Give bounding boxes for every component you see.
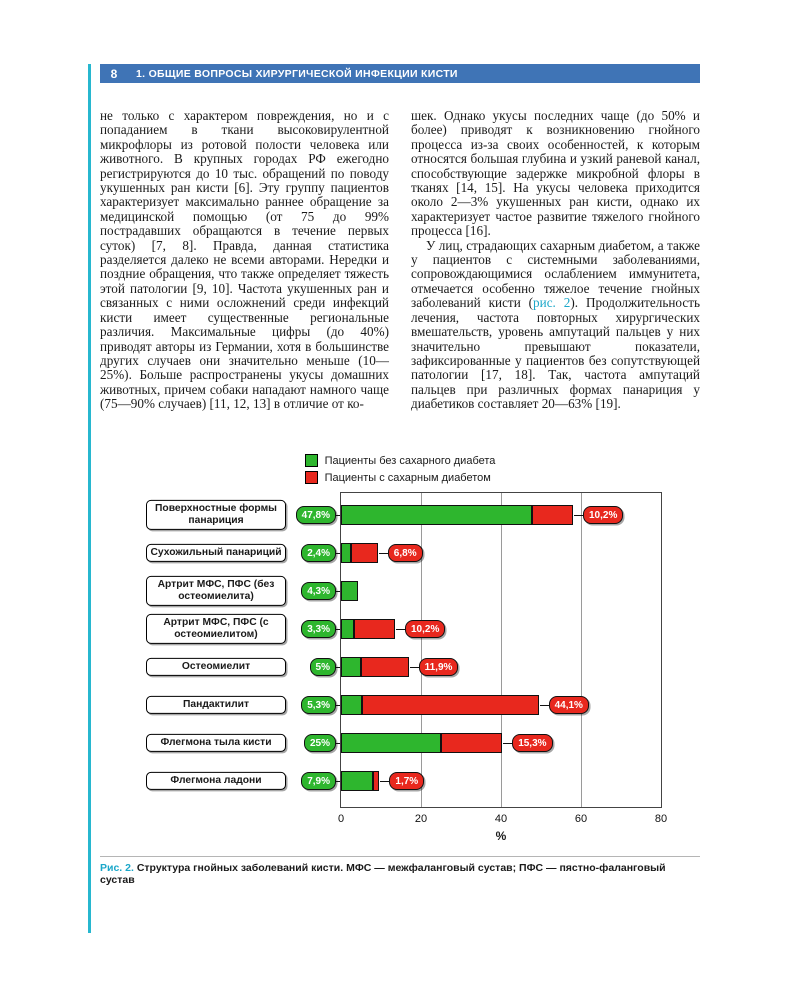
bar-no-diabetes: [341, 733, 441, 753]
value-label-diabetes: 44,1%: [549, 696, 589, 714]
bar-diabetes: [373, 771, 380, 791]
chart-legend-items: [305, 454, 496, 484]
chart-row: [100, 534, 700, 572]
value-label-no-diabetes: 5,3%: [301, 696, 336, 714]
body-paragraph: [411, 239, 700, 412]
value-label-no-diabetes: 2,4%: [301, 544, 336, 562]
chart-row: [100, 762, 700, 800]
page-number: 8: [110, 66, 118, 81]
chart-row: [100, 572, 700, 610]
category-label: Поверхностные формы панариция: [146, 500, 286, 530]
bar-no-diabetes: [341, 543, 351, 563]
bar-diabetes: [532, 505, 573, 525]
chart-rows: [100, 492, 700, 808]
value-label-no-diabetes: 5%: [310, 658, 336, 676]
category-label: Флегмона ладони: [146, 772, 286, 790]
category-label: Артрит МФС, ПФС (без остеомиелита): [146, 576, 286, 606]
value-label-diabetes: 10,2%: [405, 620, 445, 638]
legend-item-no-diabetes: [305, 454, 496, 467]
chart-row: [100, 610, 700, 648]
bar-no-diabetes: [341, 581, 358, 601]
bar-diabetes: [441, 733, 502, 753]
bar-no-diabetes: [341, 771, 373, 791]
body-paragraph: не только с характером повреждения, но и с попаданием в ткани высоковирулентной микрофлоры из ротовой полости человека или животного. В крупных городах РФ ежегодно регистрируются до 10 тыс. обращений по поводу укушенных ран кисти [6]. Эту группу пациентов характеризует максимально раннее обращение за медицинской помощью (от 75 до 99% пострадавших обращаются в течение первых суток) [7, 8]. Правда, данная статистика разделяется далеко не всеми авторами. Нередки и поздние обращения, что также определяет тяжесть этой патологии [9, 10]. Частота укушенных ран и связанных с ними осложнений среди инфекций кисти имеет существенные региональные различия. Максимальные цифры (до 40%) приводят авторы из Германии, хотя в большинстве других случаев они значительно меньше (10—25%). Больше распространены укусы домашних животных, причем собаки нападают намного чаще (75—90% случаев) [11, 12, 13] в отличие от ко-: [100, 108, 389, 412]
value-label-diabetes: 10,2%: [583, 506, 623, 524]
value-label-diabetes: 11,9%: [419, 658, 459, 676]
value-label-no-diabetes: 7,9%: [301, 772, 336, 790]
value-label-diabetes: 1,7%: [389, 772, 424, 790]
body-paragraph: шек. Однако укусы последних чаще (до 50% и более) приводят к возникновению гнойного процесса из-за своих особенностей, к которым относятся большая глубина и узкий раневой канал, способствующие задержке микробной флоры в тканях [14, 15]. На укусы человека приходится около 2—3% укушенных ран кисти, однако их характеризует частое развитие тяжелого гнойного процесса [16].: [411, 108, 700, 239]
page-header: [100, 64, 700, 83]
legend-swatch-red: [305, 471, 318, 484]
x-tick-label: 0: [337, 813, 345, 825]
value-label-no-diabetes: 47,8%: [296, 506, 336, 524]
category-label: Пандактилит: [146, 696, 286, 714]
figure-caption-label: Рис. 2.: [100, 862, 134, 874]
bar-no-diabetes: [341, 695, 362, 715]
value-label-no-diabetes: 4,3%: [301, 582, 336, 600]
value-label-no-diabetes: 3,3%: [301, 620, 336, 638]
text-column-left: [100, 109, 389, 412]
value-label-no-diabetes: 25%: [304, 734, 336, 752]
caption-divider: [100, 856, 700, 857]
bar-no-diabetes: [341, 657, 361, 677]
bar-diabetes: [351, 543, 378, 563]
chapter-title: 1. ОБЩИЕ ВОПРОСЫ ХИРУРГИЧЕСКОЙ ИНФЕКЦИИ КИСТИ: [136, 67, 458, 80]
x-axis-title: %: [495, 829, 507, 843]
x-tick-label: 60: [574, 813, 588, 825]
accent-rule: [88, 64, 91, 933]
category-label: Флегмона тыла кисти: [146, 734, 286, 752]
category-label: Остеомиелит: [146, 658, 286, 676]
legend-item-diabetes: [305, 471, 496, 484]
chart-row: [100, 496, 700, 534]
value-label-diabetes: 15,3%: [512, 734, 552, 752]
bar-diabetes: [362, 695, 538, 715]
figure-2-reference-link[interactable]: рис. 2: [533, 295, 571, 311]
chart-row: [100, 648, 700, 686]
bar-no-diabetes: [341, 619, 354, 639]
bar-no-diabetes: [341, 505, 532, 525]
text-column-right: [411, 109, 700, 412]
x-tick-label: 20: [414, 813, 428, 825]
bar-diabetes: [354, 619, 395, 639]
legend-label: Пациенты с сахарным диабетом: [324, 471, 491, 484]
paragraph-text: У лиц, страдающих сахарным диабетом, а также у пациентов с системными заболеваниями, сопровождающимися ослаблением иммунитета, отмечается особенно тяжелое течение гнойных заболеваний кисти (: [411, 237, 700, 311]
bar-chart: [100, 492, 700, 848]
bar-diabetes: [361, 657, 409, 677]
category-label: Артрит МФС, ПФС (с остеомиелитом): [146, 614, 286, 644]
x-tick-label: 40: [494, 813, 508, 825]
figure-caption-text: Структура гнойных заболеваний кисти. МФС — межфаланговый сустав; ПФС — пястно-фаланговый сустав: [100, 862, 666, 886]
chart-row: [100, 686, 700, 724]
figure-caption: [100, 862, 700, 886]
value-label-diabetes: 6,8%: [388, 544, 423, 562]
chart-row: [100, 724, 700, 762]
category-label: Сухожильный панариций: [146, 544, 286, 562]
legend-swatch-green: [305, 454, 318, 467]
paragraph-text: ). Продолжительность лечения, частота повторных хирургических вмешательств, уровень ампутаций пальцев у них значительно превышают показатели, зафиксированные у пациентов без сопутствующей патологии [17, 18]. Так, частота ампутаций пальцев при различных формах панариция у диабетиков составляет 20—63% [19].: [411, 295, 700, 412]
legend-label: Пациенты без сахарного диабета: [324, 454, 496, 467]
x-tick-label: 80: [654, 813, 668, 825]
chart-legend: [100, 454, 700, 484]
